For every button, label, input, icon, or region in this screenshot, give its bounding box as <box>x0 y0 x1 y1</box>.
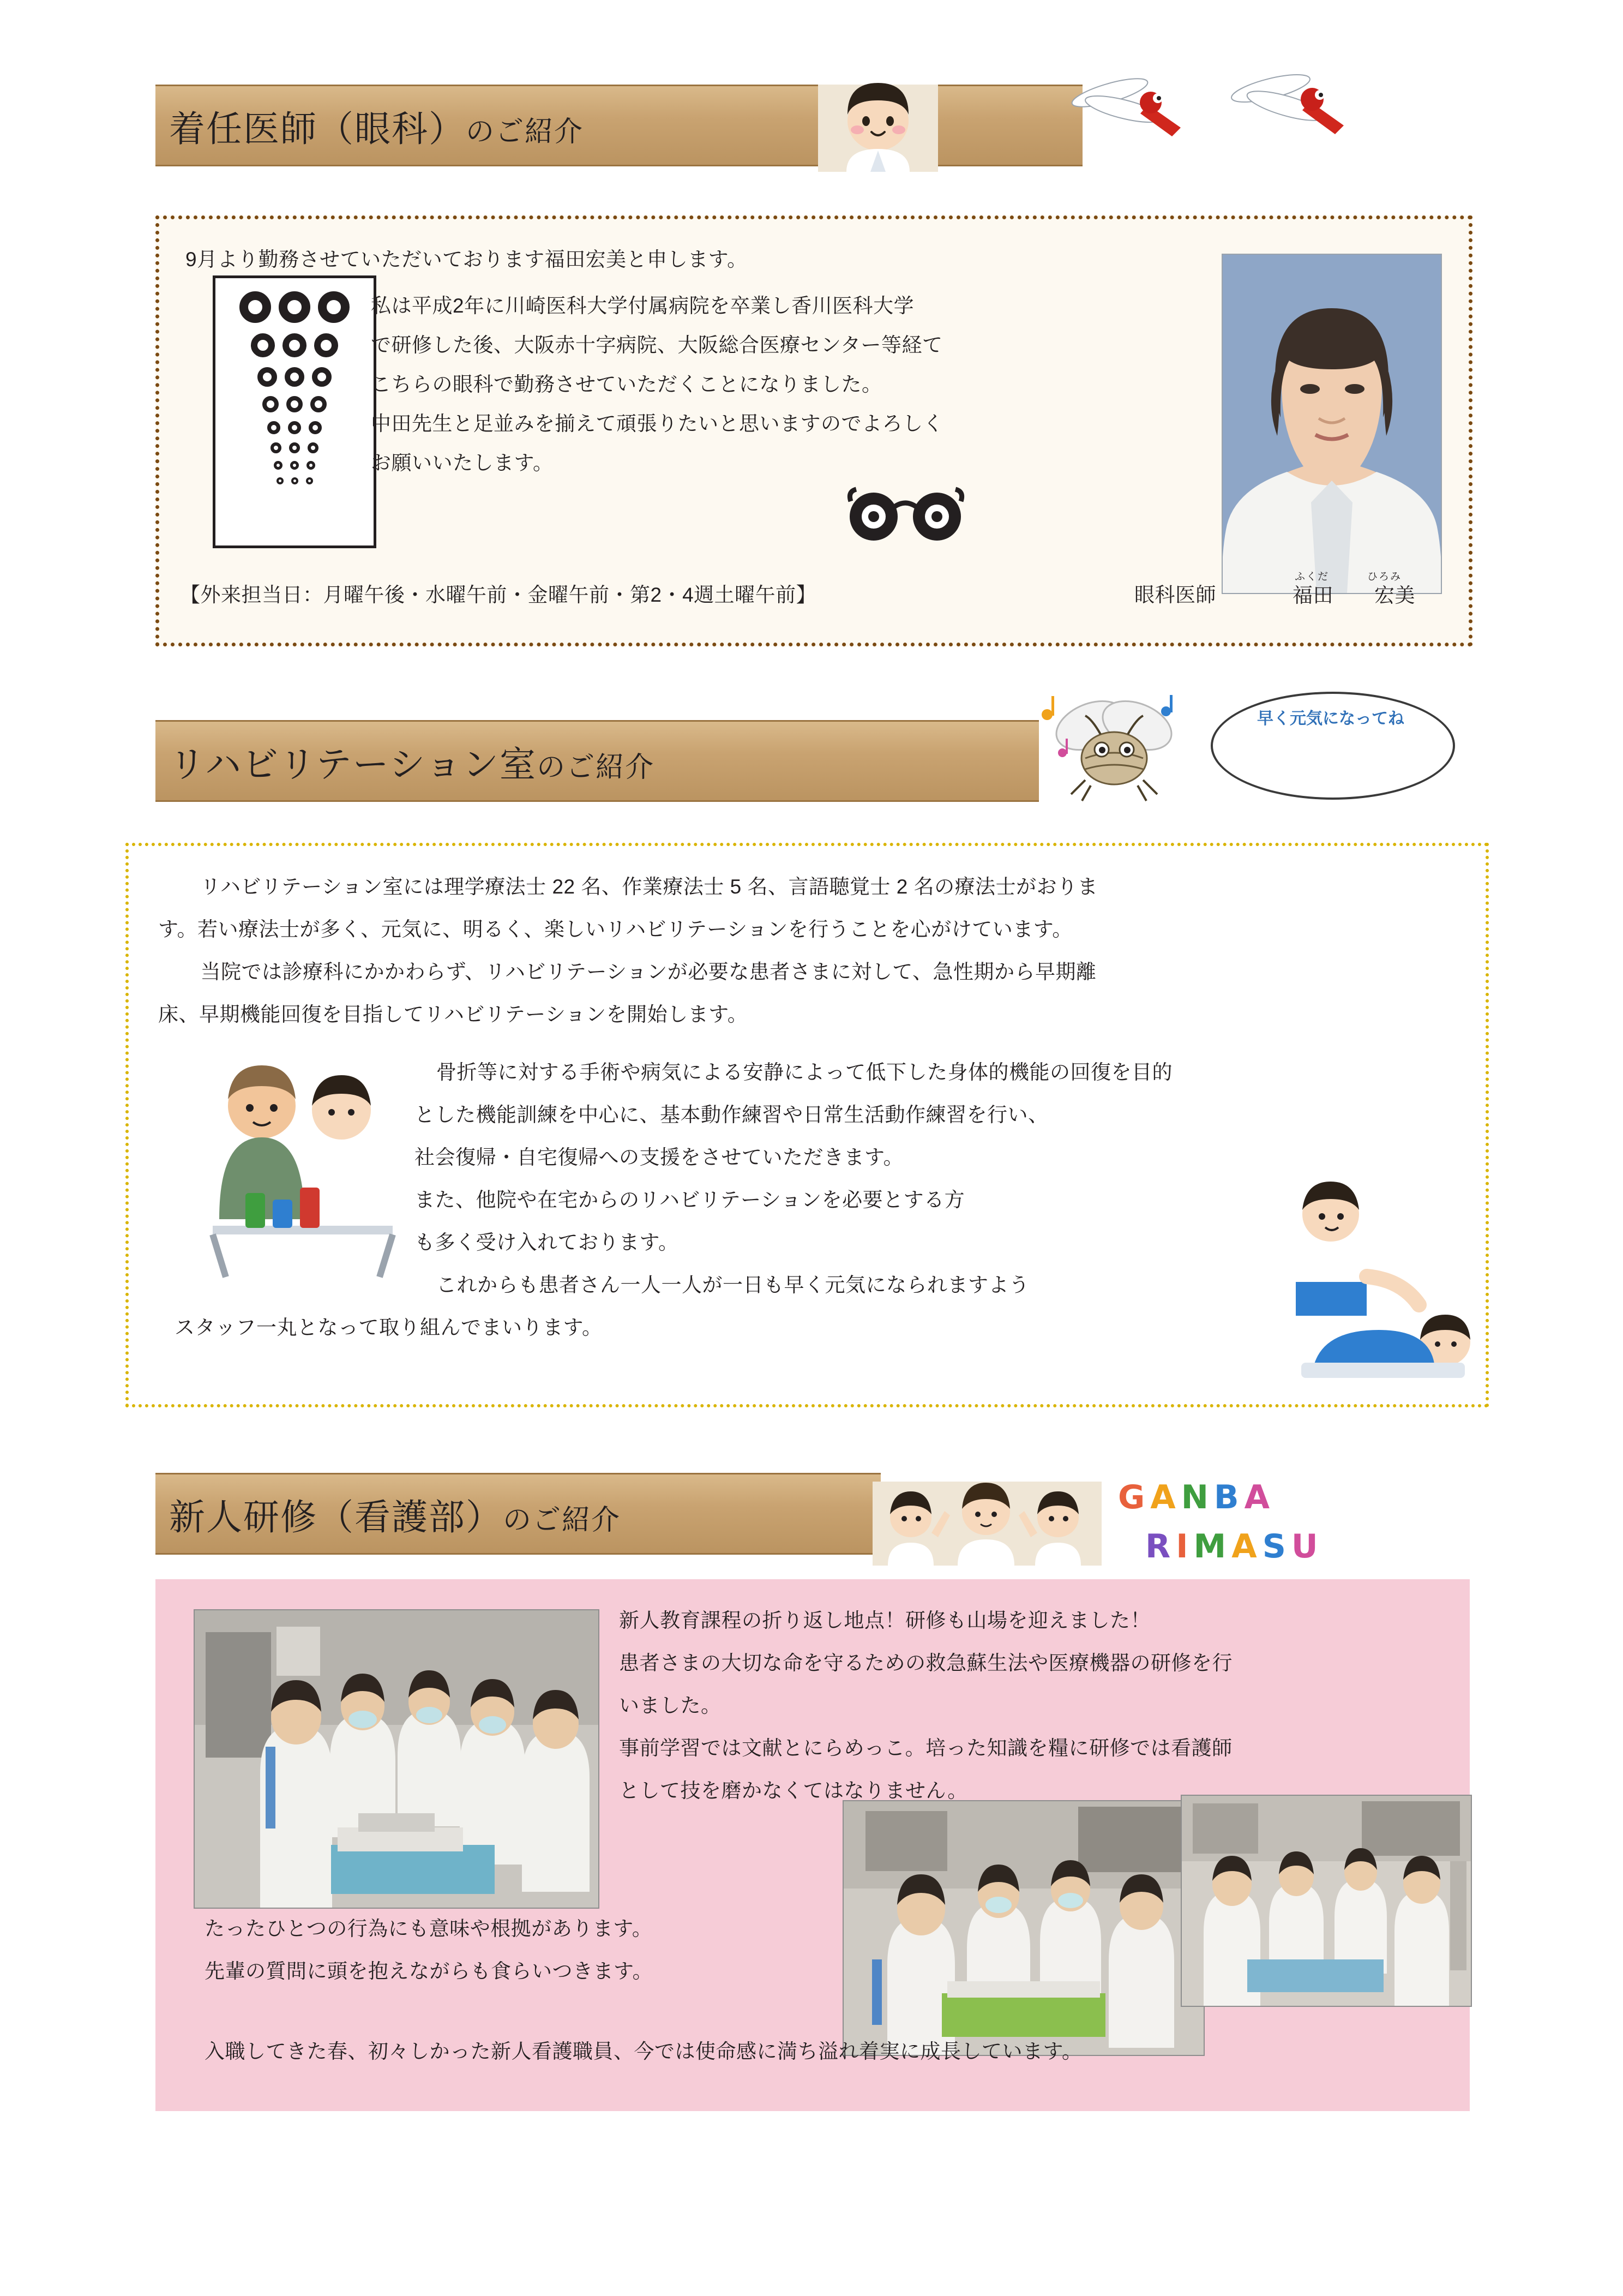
ophthalmology-role: 眼科医師 <box>1134 584 1216 606</box>
rehab-treatment-illustration-icon <box>1249 1178 1478 1386</box>
heading-suffix-ophthalmology: のご紹介 <box>466 116 584 148</box>
rehab-indent-line-3: 社会復帰・自宅復帰への支援をさせていただきます。 <box>414 1146 904 1168</box>
rehab-line-4: 床、早期機能回復を目指してリハビリテーションを開始します。 <box>158 1003 748 1026</box>
newstaff-line-5: として技を磨かなくてはなりません。 <box>619 1779 968 1802</box>
newstaff-left-line-2: 先輩の質問に頭を抱えながらも食らいつきます。 <box>205 1960 653 1982</box>
rehab-indent-line-4: また、他院や在宅からのリハビリテーションを必要とする方 <box>414 1189 965 1211</box>
ophthalmology-doctor-name-block <box>1293 568 1415 608</box>
ganba-text-bottom: RIMASU <box>1145 1527 1324 1566</box>
training-photo-2 <box>843 1800 1205 2056</box>
newstaff-line-1: 新人教育課程の折り返し地点！研修も山場を迎えました！ <box>619 1609 1151 1632</box>
training-photo-3 <box>1181 1795 1472 2007</box>
ophthalmology-line-1: 9月より勤務させていただいております福田宏美と申します。 <box>185 248 748 271</box>
ophthalmology-doctor-name: 福田 宏美 <box>1293 584 1415 607</box>
nurse-illustration-icon <box>818 71 938 172</box>
speech-bubble-text: 早く元気になってね <box>1257 710 1404 728</box>
heading-main-rehabilitation: リハビリテーション室 <box>169 744 537 784</box>
heading-suffix-rehabilitation: のご紹介 <box>537 752 655 783</box>
ganba-text-top: GANBA <box>1118 1478 1276 1516</box>
speech-bubble <box>1211 692 1455 800</box>
ophthalmology-line-2: 私は平成2年に川崎医科大学付属病院を卒業し香川医科大学 <box>371 295 915 317</box>
newstaff-line-2: 患者さまの大切な命を守るための救急蘇生法や医療機器の研修を行 <box>619 1652 1233 1674</box>
therapy-illustration-icon <box>180 1056 420 1296</box>
heading-title-ophthalmology <box>169 100 584 152</box>
ophthalmology-line-5: 中田先生と足並みを揃えて頑張りたいと思いますのでよろしく <box>371 412 943 435</box>
newstaff-line-3: いました。 <box>619 1694 722 1717</box>
ophthalmology-line-6: お願いいたします。 <box>371 452 554 474</box>
newstaff-bottom-line: 入職してきた春、初々しかった新人看護職員、今では使命感に満ち溢れ着実に成長しています。 <box>205 2040 1083 2063</box>
rehab-indent-line-1: 骨折等に対する手術や病気による安静によって低下した身体的機能の回復を目的 <box>436 1061 1173 1083</box>
heading-title-newstaff <box>169 1488 621 1540</box>
ophthalmology-line-3: で研修した後、大阪赤十字病院、大阪総合医療センター等経て <box>371 334 943 356</box>
name-ruby-surname: ふくだ <box>1295 571 1330 583</box>
rehab-indent-line-6: これからも患者さん一人一人が一日も早く元気になられますよう <box>436 1274 1030 1296</box>
rehab-indent-line-5: も多く受け入れております。 <box>414 1231 679 1254</box>
nurse-trio-illustration-icon <box>873 1467 1102 1566</box>
rehab-last-line: スタッフ一丸となって取り組んでまいります。 <box>175 1316 603 1339</box>
dragonfly-icon-1 <box>1058 71 1200 153</box>
newstaff-left-line-1: たったひとつの行為にも意味や根拠があります。 <box>205 1917 653 1940</box>
heading-suffix-newstaff: のご紹介 <box>503 1504 621 1536</box>
ophthalmology-schedule: 【外来担当日：月曜午後・水曜午前・金曜午前・第2・4週土曜午前】 <box>180 584 817 606</box>
eye-chart-illustration <box>213 275 376 548</box>
heading-title-rehabilitation <box>169 735 654 787</box>
rehab-indent-line-2: とした機能訓練を中心に、基本動作練習や日常生活動作練習を行い、 <box>414 1104 1049 1126</box>
training-photo-1 <box>194 1609 599 1909</box>
ophthalmology-line-4: こちらの眼科で勤務させていただくことになりました。 <box>371 373 882 395</box>
dragonfly-icon-2 <box>1216 65 1358 153</box>
doctor-portrait-photo <box>1222 254 1442 594</box>
heading-main-newstaff: 新人研修（看護部） <box>169 1497 503 1537</box>
name-ruby-givenname: ひろみ <box>1367 571 1402 583</box>
newstaff-line-4: 事前学習では文献とにらめっこ。培った知識を糧に研修では看護師 <box>619 1737 1233 1759</box>
rehab-line-1: リハビリテーション室には理学療法士 22 名、作業療法士 5 名、言語聴覚士 2 名の療法士がおりま <box>180 876 1098 898</box>
rehab-line-2: す。若い療法士が多く、元気に、明るく、楽しいリハビリテーションを行うことを心がけています。 <box>158 918 1073 940</box>
rehab-line-3: 当院では診療科にかかわらず、リハビリテーションが必要な患者さまに対して、急性期から早期離 <box>180 961 1097 983</box>
bug-mascot-icon <box>1025 693 1200 802</box>
heading-main-ophthalmology: 着任医師（眼科） <box>169 109 466 149</box>
glasses-icon <box>840 483 976 543</box>
